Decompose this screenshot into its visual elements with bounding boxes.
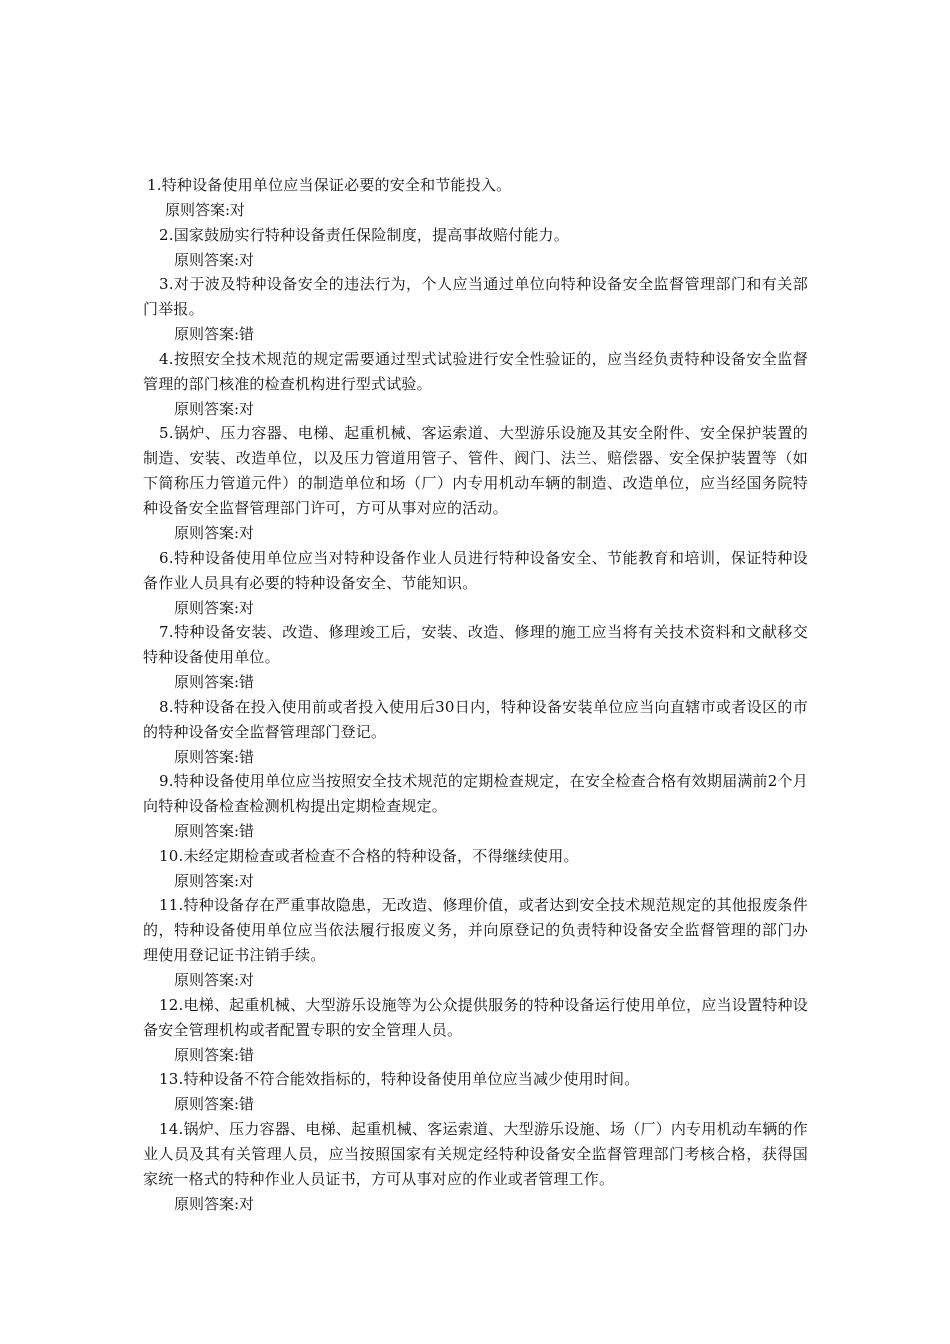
question-text: 13.特种设备不符合能效指标的，特种设备使用单位应当减少使用时间。 <box>159 1070 640 1088</box>
answer-text: 原则答案:错 <box>174 1045 255 1064</box>
answer-text: 原则答案:对 <box>174 1194 255 1213</box>
question-text: 7.特种设备安装、改造、修理竣工后，安装、改造、修理的施工应当将有关技术资料和文献移交特种设备使用单位。 <box>143 623 808 666</box>
question-text: 11.特种设备存在严重事故隐患，无改造、修理价值，或者达到安全技术规范规定的其他报废条件的，特种设备使用单位应当依法履行报废义务，并向原登记的负责特种设备安全监督管理的部门办理使用登记证书注销手续。 <box>143 896 808 964</box>
question-text: 1.特种设备使用单位应当保证必要的安全和节能投入。 <box>147 176 512 194</box>
question-text: 5.锅炉、压力容器、电梯、起重机械、客运索道、大型游乐设施及其安全附件、安全保护装置的制造、安装、改造单位，以及压力管道用管子、管件、阀门、法兰、赔偿器、安全保护装置等（如下简称压力管道元件）的制造单位和场（厂）内专用机动车辆的制造、改造单位，应当经国务院特种设备安全监督管理部门许可，方可从事对应的活动。 <box>143 424 808 517</box>
question-text: 6.特种设备使用单位应当对特种设备作业人员进行特种设备安全、节能教育和培训，保证特种设备作业人员具有必要的特种设备安全、节能知识。 <box>143 548 808 592</box>
question-text: 2.国家鼓励实行特种设备责任保险制度，提高事故赔付能力。 <box>159 225 569 244</box>
answer-text: 原则答案:错 <box>174 822 255 840</box>
answer-text: 原则答案:对 <box>174 524 255 542</box>
answer-text: 原则答案:对 <box>174 971 255 989</box>
answer-text: 原则答案:对 <box>174 250 255 269</box>
answer-text: 原则答案:错 <box>174 1095 255 1113</box>
answer-text: 原则答案:对 <box>165 201 246 219</box>
question-text: 3.对于波及特种设备安全的违法行为，个人应当通过单位向特种设备安全监督管理部门和有关部门举报。 <box>143 275 808 318</box>
answer-text: 原则答案:错 <box>174 747 255 766</box>
answer-text: 原则答案:对 <box>174 598 255 617</box>
question-text: 10.未经定期检查或者检查不合格的特种设备，不得继续使用。 <box>159 846 579 865</box>
question-text: 9.特种设备使用单位应当按照安全技术规范的定期检查规定，在安全检查合格有效期届满前2个月向特种设备检查检测机构提出定期检查规定。 <box>143 772 808 815</box>
question-text: 14.锅炉、压力容器、电梯、起重机械、客运索道、大型游乐设施、场（厂）内专用机动车辆的作业人员及其有关管理人员，应当按照国家有关规定经特种设备安全监督管理部门考核合格，获得国家统一格式的特种作业人员证书，方可从事对应的作业或者管理工作。 <box>143 1119 808 1188</box>
question-text: 8.特种设备在投入使用前或者投入使用后30日内，特种设备安装单位应当向直辖市或者设区的市的特种设备安全监督管理部门登记。 <box>143 697 808 741</box>
answer-text: 原则答案:错 <box>174 325 255 343</box>
document-page <box>143 173 808 1216</box>
answer-text: 原则答案:对 <box>174 399 255 418</box>
question-text: 4.按照安全技术规范的规定需要通过型式试验进行安全性验证的，应当经负责特种设备安全监督管理的部门核准的检查机构进行型式试验。 <box>143 349 808 393</box>
answer-text: 原则答案:对 <box>174 871 255 890</box>
question-text: 12.电梯、起重机械、大型游乐设施等为公众提供服务的特种设备运行使用单位，应当设置特种设备安全管理机构或者配置专职的安全管理人员。 <box>143 995 808 1039</box>
answer-text: 原则答案:错 <box>174 673 255 691</box>
